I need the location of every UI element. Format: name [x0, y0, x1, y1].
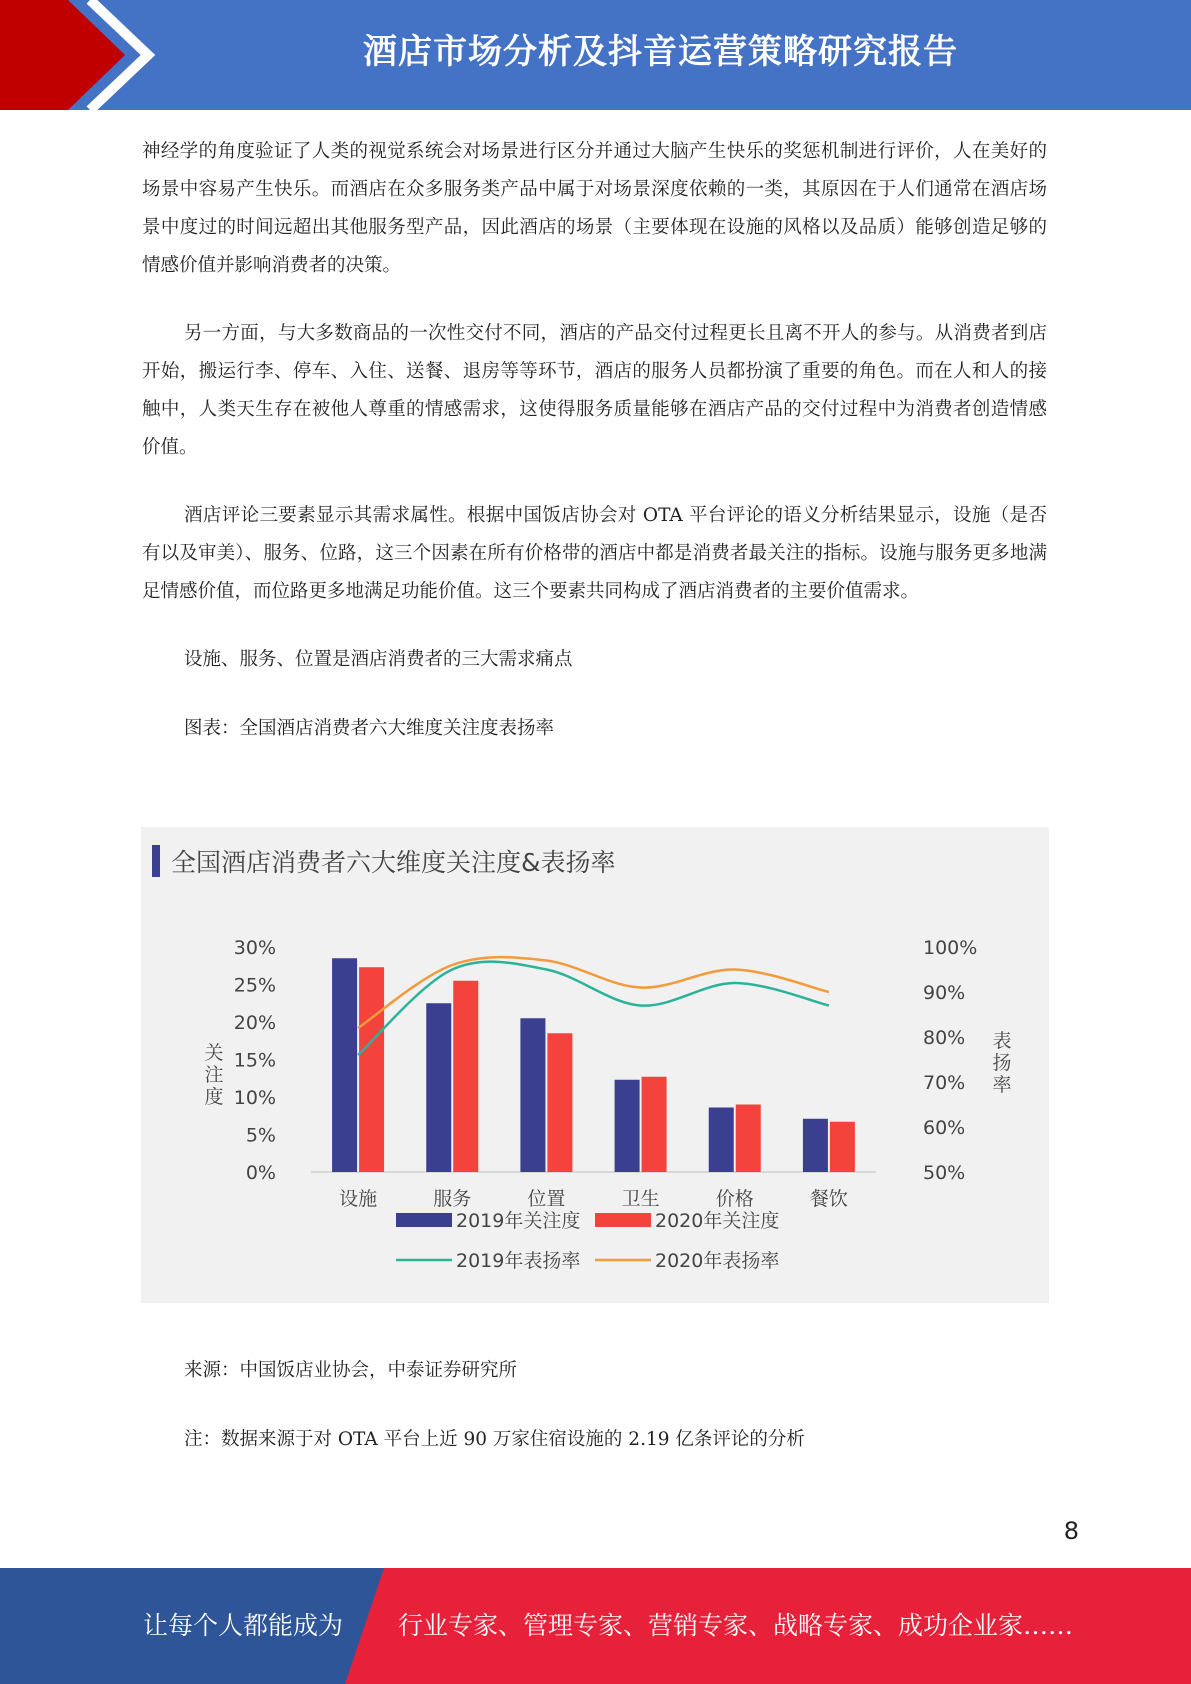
bar-2019 [520, 1018, 545, 1172]
bar-2019 [709, 1108, 734, 1173]
legend-label: 2020年关注度 [655, 1210, 780, 1232]
bar-2019 [615, 1080, 640, 1172]
paragraph-2: 另一方面，与大多数商品的一次性交付不同，酒店的产品交付过程更长且离不开人的参与。从消费者到店开始，搬运行李、停车、入住、送餐、退房等等环节，酒店的服务人员都扮演了重要的角色。而在人和人的接触中，人类天生存在被他人尊重的情感需求，这使得服务质量能够在酒店产品的交付过程中为消费者创造情感价值。 [142, 323, 1047, 458]
y-tick-label: 25% [233, 974, 276, 997]
report-title: 酒店市场分析及抖音运营策略研究报告 [363, 32, 958, 72]
legend-label: 2019年表扬率 [456, 1250, 581, 1272]
legend-label: 2019年关注度 [456, 1210, 581, 1232]
subheading: 设施、服务、位置是酒店消费者的三大需求痛点 [184, 649, 573, 670]
source-note: 来源：中国饭店业协会，中泰证券研究所 [184, 1360, 518, 1381]
y2-tick-label: 100% [923, 937, 978, 959]
combo-chart [141, 827, 1049, 1303]
y2-tick-label: 60% [923, 1117, 966, 1139]
y2-tick-label: 80% [923, 1027, 966, 1049]
y2-tick-label: 90% [923, 982, 966, 1004]
body-content [142, 133, 1047, 748]
page-number: 8 [1063, 1517, 1079, 1545]
x-tick-label: 餐饮 [809, 1188, 848, 1210]
chart-panel [141, 827, 1049, 1303]
y-axis-title-char: 度 [204, 1086, 224, 1108]
y2-axis-title-char: 扬 [992, 1052, 1012, 1074]
y2-axis-title-char: 表 [992, 1030, 1012, 1052]
chart-title-marker [152, 845, 160, 877]
y2-axis-title-char: 率 [992, 1074, 1012, 1096]
bar-2020 [547, 1033, 572, 1172]
bar-2019 [426, 1003, 451, 1172]
y2-tick-label: 50% [923, 1162, 966, 1184]
y-tick-label: 15% [233, 1049, 276, 1072]
bar-2019 [332, 958, 357, 1172]
y-tick-label: 5% [245, 1124, 276, 1147]
y2-tick-label: 70% [923, 1072, 966, 1094]
bar-2020 [359, 967, 384, 1172]
page-footer [0, 1568, 1191, 1684]
bar-2020 [642, 1077, 667, 1172]
figure-caption: 图表：全国酒店消费者六大维度关注度表扬率 [184, 718, 555, 739]
x-tick-label: 卫生 [621, 1188, 660, 1210]
y-tick-label: 20% [233, 1012, 276, 1034]
legend-swatch-bar [396, 1213, 452, 1227]
x-tick-label: 位置 [527, 1188, 566, 1210]
bar-2020 [830, 1122, 855, 1172]
x-tick-label: 价格 [715, 1188, 754, 1210]
x-tick-label: 服务 [433, 1188, 472, 1210]
legend-swatch-bar [595, 1213, 651, 1227]
y-axis-title-char: 关 [204, 1042, 224, 1064]
chart-title: 全国酒店消费者六大维度关注度&表扬率 [171, 848, 616, 877]
paragraph-3: 酒店评论三要素显示其需求属性。根据中国饭店协会对 OTA 平台评论的语义分析结果显示，设施（是否有以及审美）、服务、位路，这三个因素在所有价格带的酒店中都是消费者最关注的指标。设施与服务更多地满足情感价值，而位路更多地满足功能价值。这三个要素共同构成了酒店消费者的主要价值需求。 [142, 505, 1047, 602]
y-tick-label: 30% [233, 937, 276, 959]
page-header [0, 0, 1191, 110]
legend-label: 2020年表扬率 [655, 1250, 780, 1272]
footer-slogan-right: 行业专家、管理专家、营销专家、战略专家、成功企业家…… [398, 1611, 1074, 1640]
y-tick-label: 10% [233, 1087, 276, 1109]
paragraph-1: 神经学的角度验证了人类的视觉系统会对场景进行区分并通过大脑产生快乐的奖惩机制进行评价，人在美好的场景中容易产生快乐。而酒店在众多服务类产品中属于对场景深度依赖的一类，其原因在于人们通常在酒店场景中度过的时间远超出其他服务型产品，因此酒店的场景（主要体现在设施的风格以及品质）能够创造足够的情感价值并影响消费者的决策。 [142, 141, 1047, 276]
data-note: 注：数据来源于对 OTA 平台上近 90 万家住宿设施的 2.19 亿条评论的分析 [184, 1429, 805, 1450]
footer-slogan-left: 让每个人都能成为 [143, 1611, 344, 1640]
x-tick-label: 设施 [339, 1188, 378, 1210]
bar-2019 [803, 1119, 828, 1172]
y-tick-label: 0% [245, 1162, 276, 1184]
bar-2020 [736, 1105, 761, 1173]
bar-2020 [453, 981, 478, 1172]
y-axis-title-char: 注 [204, 1064, 224, 1086]
